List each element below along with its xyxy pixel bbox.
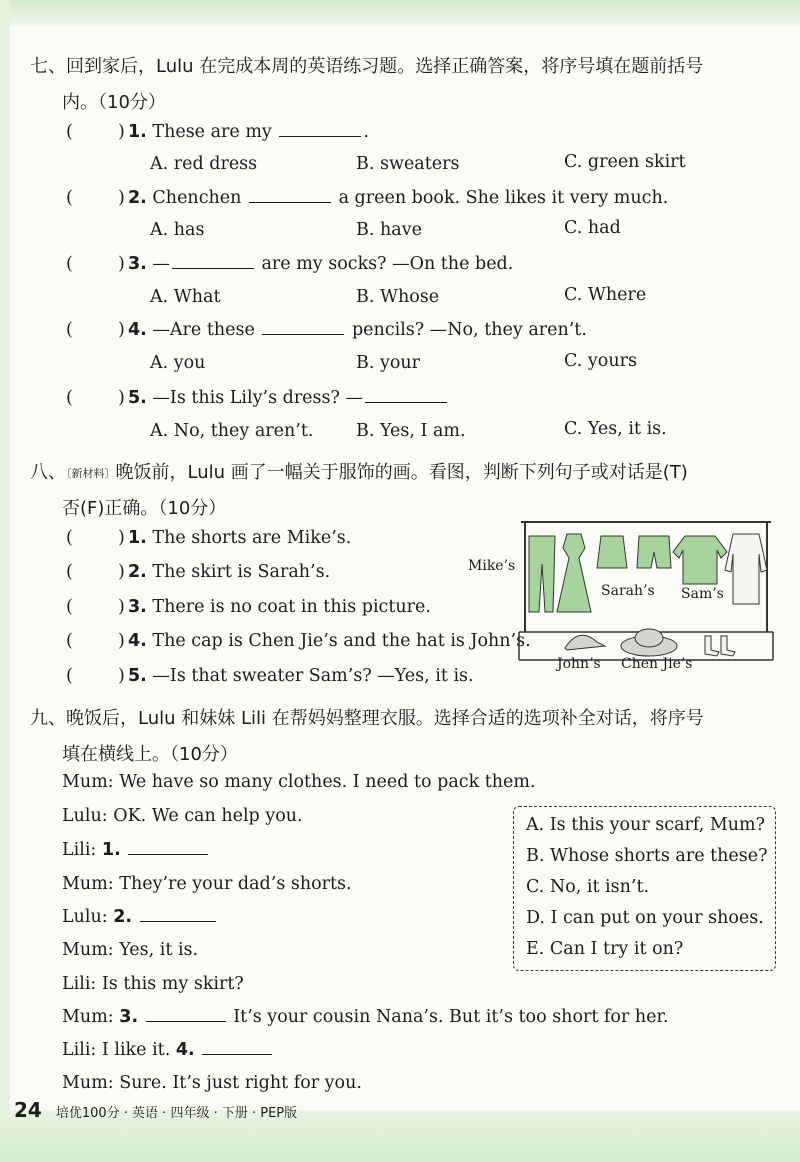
dialogue-line: [62, 1073, 362, 1093]
answer-blank[interactable]: [279, 135, 361, 137]
option: B. Whose: [356, 287, 440, 307]
option: D. I can put on your shoes.: [526, 908, 764, 928]
option: A. red dress: [150, 154, 258, 174]
label-john: John’s: [557, 656, 601, 672]
speaker: Mum:: [62, 940, 114, 960]
dialogue-text: It’s your cousin Nana’s. But it’s too short for her.: [233, 1007, 669, 1027]
speaker: Lili:: [62, 974, 97, 994]
answer-blank[interactable]: [202, 1053, 272, 1055]
section7-heading-line1: 七、回到家后，Lulu 在完成本周的英语练习题。选择正确答案，将序号填在题前括号: [30, 56, 704, 77]
answer-paren-open: (: [66, 122, 73, 142]
question-text: —Is this Lily’s dress? —: [152, 388, 363, 408]
question-number: 1.: [128, 122, 147, 142]
question-text-post: .: [363, 122, 369, 142]
label-sam: Sam’s: [681, 586, 724, 602]
answer-paren-close: ): [118, 562, 125, 582]
answer-paren-open: (: [66, 597, 73, 617]
option: C. No, it isn’t.: [526, 877, 650, 897]
question-text: The cap is Chen Jie’s and the hat is John’s.: [152, 631, 531, 651]
speaker: Lulu:: [62, 907, 108, 927]
dialogue-line: [62, 772, 536, 792]
s8-q3: [128, 597, 431, 617]
section9-heading-line1: 九、晚饭后，Lulu 和妹妹 Lili 在帮妈妈整理衣服。选择合适的选项补全对话，将序号: [30, 708, 704, 729]
speaker: Mum:: [62, 772, 114, 792]
s8-q4: [128, 631, 531, 651]
answer-blank[interactable]: [146, 1020, 226, 1022]
speaker: Lili:: [62, 1040, 97, 1060]
dialogue-line: [62, 874, 352, 894]
section8-heading-line2: 否(F)正确。（10分）: [62, 498, 227, 519]
question-number: 2.: [128, 188, 147, 208]
blank-number: 3.: [119, 1007, 139, 1027]
answer-blank[interactable]: [172, 267, 254, 269]
s7-q2: [128, 188, 668, 208]
blank-number: 1.: [101, 840, 121, 860]
option: A. Is this your scarf, Mum?: [526, 815, 766, 835]
blank-number: 2.: [113, 907, 133, 927]
s7-q3: [128, 254, 513, 274]
dialogue-text: They’re your dad’s shorts.: [119, 874, 352, 894]
section8-heading-line1: [30, 458, 688, 484]
option: C. Yes, it is.: [564, 419, 667, 439]
question-text: Chenchen: [152, 188, 242, 208]
section8-heading-rest: 晚饭前，Lulu 画了一幅关于服饰的画。看图，判断下列句子或对话是(T): [115, 462, 688, 483]
option: C. yours: [564, 351, 637, 371]
answer-paren-close: ): [118, 320, 125, 340]
question-text: These are my: [152, 122, 272, 142]
option: A. What: [150, 287, 221, 307]
answer-paren-close: ): [118, 597, 125, 617]
question-number: 1.: [128, 528, 147, 548]
question-number: 2.: [128, 562, 147, 582]
option: C. had: [564, 218, 621, 238]
answer-paren-close: ): [118, 631, 125, 651]
s8-q5: [128, 666, 474, 686]
s7-q1: [128, 122, 369, 142]
dialogue-text: Yes, it is.: [119, 940, 199, 960]
answer-paren-close: ): [118, 666, 125, 686]
dialogue-text: Is this my skirt?: [101, 974, 244, 994]
s7-q4: [128, 320, 587, 340]
dialogue-line: [62, 1040, 274, 1060]
section9-heading-line2: 填在横线上。（10分）: [62, 744, 238, 765]
blank-number: 4.: [175, 1040, 195, 1060]
speaker: Mum:: [62, 1073, 114, 1093]
option: C. Where: [564, 285, 647, 305]
option: A. you: [150, 353, 206, 373]
option: A. has: [150, 220, 205, 240]
dialogue-line: [62, 940, 198, 960]
dialogue-text: I like it.: [101, 1040, 171, 1060]
answer-paren-open: (: [66, 666, 73, 686]
dialogue-text: Sure. It’s just right for you.: [119, 1073, 362, 1093]
question-text: —: [152, 254, 170, 274]
dialogue-line: [62, 840, 210, 860]
answer-paren-close: ): [118, 528, 125, 548]
options-box: [513, 806, 776, 971]
option: C. green skirt: [564, 152, 686, 172]
question-text: The skirt is Sarah’s.: [152, 562, 331, 582]
answer-paren-open: (: [66, 528, 73, 548]
section8-prefix: 八、: [30, 462, 66, 483]
option: E. Can I try it on?: [526, 939, 684, 959]
page-number: 24: [14, 1098, 42, 1122]
answer-paren-close: ): [118, 122, 125, 142]
answer-paren-close: ): [118, 254, 125, 274]
s8-q2: [128, 562, 330, 582]
question-text-post: pencils? —No, they aren’t.: [351, 320, 587, 340]
top-border: [0, 0, 800, 26]
answer-paren-open: (: [66, 320, 73, 340]
speaker: Lili:: [62, 840, 97, 860]
footer: [14, 1098, 297, 1122]
section7-heading-line2: 内。（10分）: [62, 92, 166, 113]
answer-paren-open: (: [66, 188, 73, 208]
option: A. No, they aren’t.: [150, 421, 314, 441]
speaker: Mum:: [62, 1007, 114, 1027]
answer-paren-open: (: [66, 562, 73, 582]
s7-q5: [128, 388, 449, 408]
dialogue-line: [62, 974, 244, 994]
question-text: —Are these: [152, 320, 255, 340]
option: B. your: [356, 353, 421, 373]
dialogue-line: [62, 806, 303, 826]
question-number: 3.: [128, 254, 147, 274]
label-chen-jie: Chen Jie’s: [621, 656, 693, 672]
question-number: 4.: [128, 631, 147, 651]
option: B. have: [356, 220, 422, 240]
option: B. Whose shorts are these?: [526, 846, 768, 866]
new-material-tag: 〔新材料〕: [66, 467, 116, 480]
answer-blank[interactable]: [365, 401, 447, 403]
option: B. sweaters: [356, 154, 460, 174]
answer-paren-close: ): [118, 188, 125, 208]
question-text-post: a green book. She likes it very much.: [338, 188, 669, 208]
dialogue-text: We have so many clothes. I need to pack them.: [119, 772, 536, 792]
answer-blank[interactable]: [262, 333, 344, 335]
speaker: Mum:: [62, 874, 114, 894]
dialogue-text: OK. We can help you.: [113, 806, 303, 826]
answer-blank[interactable]: [140, 920, 216, 922]
question-number: 5.: [128, 388, 147, 408]
left-border: [0, 0, 10, 1162]
s8-q1: [128, 528, 351, 548]
speaker: Lulu:: [62, 806, 108, 826]
question-number: 4.: [128, 320, 147, 340]
question-text-post: are my socks? —On the bed.: [261, 254, 514, 274]
dialogue-line: [62, 907, 218, 927]
label-sarah: Sarah’s: [601, 583, 655, 599]
dialogue-line: [62, 1007, 669, 1027]
answer-paren-open: (: [66, 388, 73, 408]
answer-paren-open: (: [66, 631, 73, 651]
answer-paren-close: ): [118, 388, 125, 408]
answer-paren-open: (: [66, 254, 73, 274]
question-text: The shorts are Mike’s.: [152, 528, 352, 548]
answer-blank[interactable]: [249, 201, 331, 203]
question-number: 5.: [128, 666, 147, 686]
question-number: 3.: [128, 597, 147, 617]
answer-blank[interactable]: [128, 853, 208, 855]
label-mike: Mike’s: [468, 558, 516, 574]
footer-text: 培优100分 · 英语 · 四年级 · 下册 · PEP版: [55, 1106, 298, 1121]
option: B. Yes, I am.: [356, 421, 466, 441]
question-text: There is no coat in this picture.: [152, 597, 431, 617]
question-text: —Is that sweater Sam’s? —Yes, it is.: [152, 666, 474, 686]
